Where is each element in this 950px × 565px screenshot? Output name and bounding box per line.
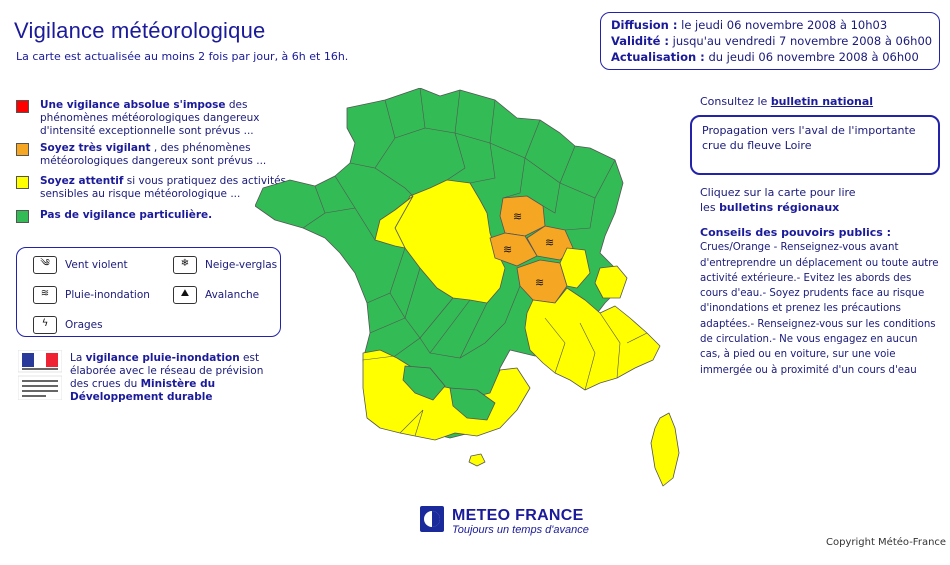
regional-bulletins[interactable] — [700, 185, 856, 215]
page-subtitle: La carte est actualisée au moins 2 fois par jour, à 6h et 16h. — [16, 50, 349, 63]
legend-red — [16, 99, 295, 138]
legend-red-text: des phénomènes météorologiques dangereux d'intensité exceptionnelle sont prévus ... — [40, 99, 260, 137]
map-corsica[interactable] — [651, 413, 679, 486]
copyright: Copyright Météo-France — [826, 537, 947, 548]
legend-red-title: Une vigilance absolue s'impose — [40, 99, 226, 111]
dates-box — [600, 12, 940, 70]
flood-icon: ≋ — [545, 236, 555, 249]
note-bold-2: Ministère du Développement durable — [70, 378, 216, 403]
legend-orange — [16, 142, 295, 168]
avalanche-label: Avalanche — [205, 289, 260, 301]
meteo-france-logo-icon — [420, 506, 444, 532]
flood-icon: ≋ — [513, 210, 523, 223]
actualisation-value: du jeudi 06 novembre 2008 à 06h00 — [708, 50, 919, 64]
legend-yellow — [16, 175, 295, 201]
phenomena-legend — [16, 247, 281, 337]
meteo-france-slogan: Toujours un temps d'avance — [452, 524, 589, 536]
legend-yellow-title: Soyez attentif — [40, 175, 124, 187]
regional-prefix: les — [700, 201, 720, 214]
conseils-body: Crues/Orange - Renseignez-vous avant d'entreprendre un déplacement ou toute autre activité extérieure.- Evitez les abords des cours d'eau.- Soyez prudents face au risque d'inondations et prenez les précautions adaptées.- Renseignez-vous sur les conditions de circulation.- Ne vous engagez en aucun cas, à pied ou en voiture, sur une voie immergée ou à proximité d'un cours d'eau — [700, 242, 939, 376]
legend-orange-title: Soyez très vigilant — [40, 142, 151, 154]
page-title: Vigilance météorologique — [14, 18, 266, 43]
diffusion-label: Diffusion : — [611, 18, 678, 32]
note-text-2: est élaborée avec le réseau de prévision des crues du — [70, 352, 264, 390]
legend-green — [16, 209, 295, 222]
diffusion-value: le jeudi 06 novembre 2008 à 10h03 — [681, 18, 888, 32]
vent-label: Vent violent — [65, 259, 128, 271]
propagation-box: Propagation vers l'aval de l'importante crue du fleuve Loire — [690, 115, 940, 175]
flood-icon: ≋ — [33, 286, 57, 304]
consult-line — [700, 95, 873, 108]
actualisation-label: Actualisation : — [611, 50, 705, 64]
red-swatch — [16, 100, 29, 113]
validite-value: jusqu'au vendredi 7 novembre 2008 à 06h00 — [672, 34, 933, 48]
snow-icon: ❄ — [173, 256, 197, 274]
wind-icon: ༄ — [33, 256, 57, 274]
legend-orange-text: , des phénomènes météorologiques dangereux sont prévus ... — [40, 142, 267, 167]
validite-label: Validité : — [611, 34, 669, 48]
lightning-icon: ϟ — [33, 316, 57, 334]
bulletin-national-link[interactable]: bulletin national — [770, 95, 874, 108]
orages-label: Orages — [65, 319, 103, 331]
legend-green-title: Pas de vigilance particulière. — [40, 209, 213, 221]
green-swatch — [16, 210, 29, 223]
conseils-title: Conseils des pouvoirs publics : — [700, 226, 892, 239]
note-text-1: La — [70, 352, 86, 364]
regional-line-1: Cliquez sur la carte pour lire — [700, 186, 856, 199]
neige-label: Neige-verglas — [205, 259, 278, 271]
ministry-logo — [18, 350, 62, 400]
pluie-label: Pluie-inondation — [65, 289, 150, 301]
legend-yellow-text: si vous pratiquez des activités sensibles au risque météorologique ... — [40, 175, 287, 200]
flood-icon: ≋ — [535, 276, 545, 289]
flood-icon: ≋ — [503, 243, 513, 256]
map-small-patch[interactable] — [469, 454, 485, 466]
meteo-france-brand[interactable]: METEO FRANCE — [452, 507, 584, 524]
orange-swatch — [16, 143, 29, 156]
note-bold-1: vigilance pluie-inondation — [85, 352, 240, 364]
yellow-swatch — [16, 176, 29, 189]
consult-prefix: Consultez le — [700, 95, 771, 108]
regional-bold: bulletins régionaux — [719, 201, 840, 214]
conseils-section — [700, 225, 940, 378]
france-map[interactable] — [255, 88, 695, 488]
vigilance-note — [70, 352, 285, 404]
avalanche-icon: ⛰ — [173, 286, 197, 304]
